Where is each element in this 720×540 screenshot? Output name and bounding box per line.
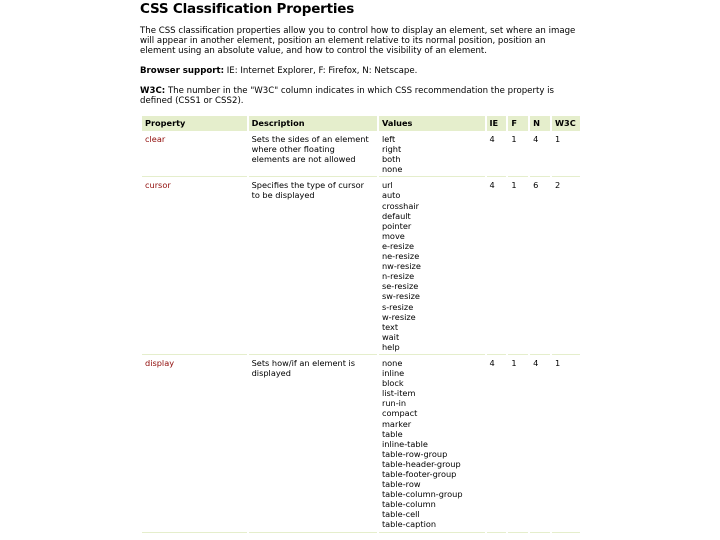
- value-item: list-item: [381, 388, 416, 399]
- header-ie: IE: [487, 116, 507, 131]
- values-cell: [379, 133, 485, 177]
- header-description: Description: [249, 116, 377, 131]
- w3c-note-text: The number in the "W3C" column indicates in which CSS recommendation the property is defined (CSS1 or CSS2).: [140, 86, 555, 107]
- n-cell: 6: [530, 179, 550, 355]
- n-cell: 4: [530, 357, 550, 533]
- ie-cell: 4: [487, 357, 507, 533]
- f-cell: 1: [508, 179, 528, 355]
- properties-table: [140, 114, 582, 535]
- table-row: [142, 133, 580, 177]
- value-item: inline: [381, 368, 405, 379]
- value-item: pointer: [381, 220, 412, 231]
- property-cell: [142, 179, 247, 355]
- property-cell: [142, 357, 247, 533]
- value-item: block: [381, 378, 404, 389]
- property-link-display[interactable]: display: [145, 357, 175, 368]
- value-item: e-resize: [381, 240, 415, 251]
- value-item: move: [381, 230, 405, 241]
- value-item: sw-resize: [381, 291, 420, 302]
- description-cell: Sets the sides of an element where other floating elements are not allowed: [249, 133, 377, 177]
- value-item: table-footer-group: [381, 469, 457, 479]
- value-item: table-column: [381, 499, 436, 510]
- ie-cell: 4: [487, 179, 507, 355]
- value-item: ne-resize: [381, 251, 420, 262]
- value-item: w-resize: [381, 311, 416, 322]
- value-item: table-row-group: [381, 448, 448, 459]
- table-row: [142, 357, 580, 533]
- value-item: url: [381, 180, 393, 191]
- value-item: table-cell: [381, 509, 420, 520]
- value-item: se-resize: [381, 281, 419, 292]
- value-item: n-resize: [381, 271, 415, 282]
- value-item: left: [381, 134, 396, 144]
- w3c-note: [140, 86, 582, 106]
- value-item: compact: [381, 408, 418, 419]
- browser-support-text: IE: Internet Explorer, F: Firefox, N: Netscape.: [226, 66, 418, 76]
- table-header-row: [142, 116, 580, 131]
- value-item: table-caption: [381, 519, 437, 530]
- value-item: help: [381, 341, 400, 352]
- property-link-cursor[interactable]: cursor: [145, 180, 171, 191]
- values-cell: [379, 179, 485, 355]
- value-item: inline-table: [381, 438, 428, 449]
- w3c-cell: 1: [552, 133, 580, 177]
- w3c-cell: 1: [552, 357, 580, 533]
- property-cell: [142, 133, 247, 177]
- value-item: none: [381, 164, 403, 175]
- ie-cell: 4: [487, 133, 507, 177]
- w3c-note-label: W3C:: [140, 86, 166, 96]
- value-item: text: [381, 321, 399, 332]
- value-item: marker: [381, 418, 412, 429]
- value-item: both: [381, 154, 401, 165]
- value-item: none: [381, 357, 403, 368]
- value-item: table-header-group: [381, 458, 461, 469]
- browser-support-label: Browser support:: [140, 66, 225, 76]
- header-values: Values: [379, 116, 485, 131]
- values-cell: [379, 357, 485, 533]
- f-cell: 1: [508, 133, 528, 177]
- value-item: default: [381, 210, 411, 221]
- value-item: right: [381, 144, 402, 155]
- table-row: [142, 179, 580, 355]
- value-item: table: [381, 428, 403, 439]
- description-cell: Specifies the type of cursor to be displayed: [249, 179, 377, 355]
- intro-paragraph: The CSS classification properties allow you to control how to display an element, set where an image will appear in another element, position an element relative to its normal position, position an element using an absolute value, and how to control the visibility of an element.: [140, 26, 576, 57]
- page-title: CSS Classification Properties: [140, 1, 355, 17]
- value-item: auto: [381, 190, 401, 201]
- value-item: nw-resize: [381, 261, 421, 272]
- description-cell: Sets how/if an element is displayed: [249, 357, 377, 533]
- property-link-clear[interactable]: clear: [145, 134, 166, 144]
- value-item: run-in: [381, 398, 407, 409]
- value-item: table-column-group: [381, 489, 463, 500]
- n-cell: 4: [530, 133, 550, 177]
- f-cell: 1: [508, 357, 528, 533]
- value-item: s-resize: [381, 301, 414, 312]
- header-w3c: W3C: [552, 116, 580, 131]
- header-f: F: [508, 116, 528, 131]
- value-item: crosshair: [381, 200, 420, 211]
- w3c-cell: 2: [552, 179, 580, 355]
- header-n: N: [530, 116, 550, 131]
- value-item: table-row: [381, 479, 421, 490]
- value-item: wait: [381, 331, 400, 342]
- browser-support-note: [140, 66, 582, 76]
- header-property: Property: [142, 116, 247, 131]
